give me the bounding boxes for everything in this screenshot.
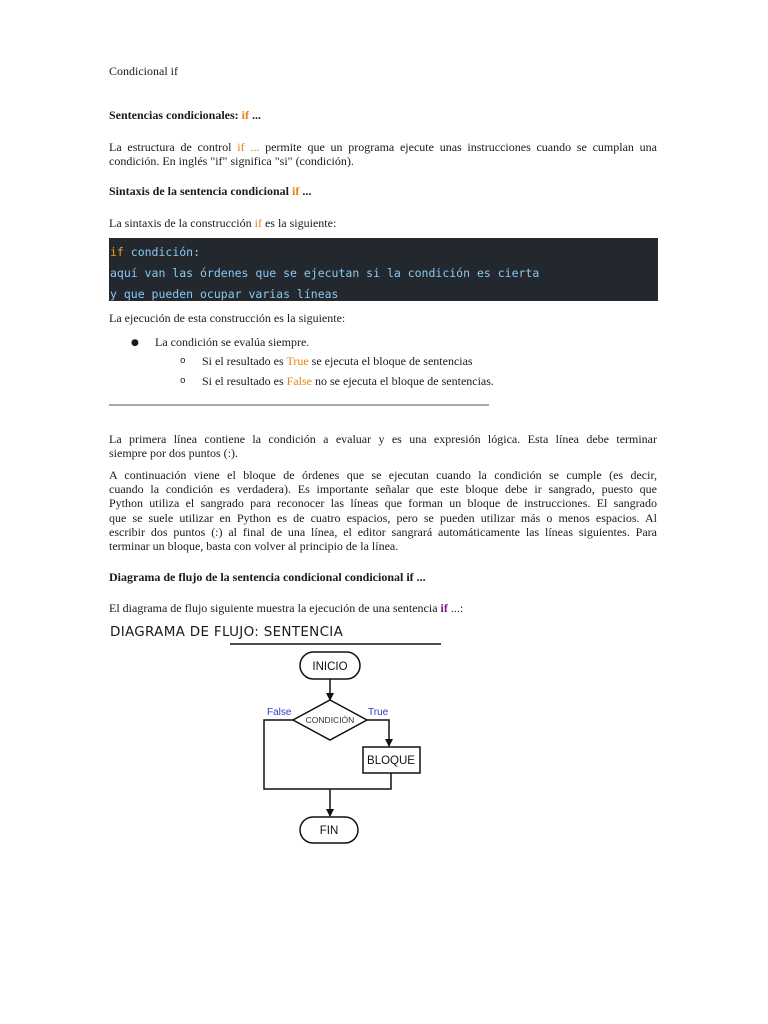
syntax-intro-post: es la siguiente: (261, 216, 337, 230)
intro-text-rest: permite que un programa ejecute unas instrucciones cuando se cumplan una (259, 140, 657, 154)
code-line-3: y que pueden ocupar varias líneas (110, 287, 339, 301)
true-branch-label: True (368, 707, 389, 718)
code-block (109, 238, 658, 301)
flow-intro-kw: if (440, 601, 448, 615)
end-label: FIN (319, 825, 339, 837)
heading-sintaxis (109, 184, 311, 198)
flow-intro-post: ...: (447, 601, 464, 615)
code-line-2: aquí van las órdenes que se ejecutan si la condición es cierta (110, 266, 540, 280)
heading-sentencias (109, 108, 261, 122)
flow-intro-text: El diagrama de flujo siguiente muestra la ejecución de una sentencia (109, 601, 441, 615)
horizontal-rule (109, 404, 489, 406)
para2-line-5: escribir dos puntos (:) al final de una línea, el editor sangrará automáticamente las líneas siguientes. Para (109, 525, 657, 539)
code-condition: condición: (123, 245, 201, 259)
code-line-1 (110, 245, 200, 259)
start-label: INICIO (312, 661, 348, 673)
heading-sentencias-text: Sentencias condicionales: (109, 108, 242, 122)
para2-line-6: terminar un bloque, basta con volver al principio de la línea. (109, 539, 399, 553)
syntax-intro-kw: if (254, 216, 262, 230)
sub-bullet-marker-2: o (180, 376, 186, 386)
intro-text: La estructura de control (109, 140, 238, 154)
para2-line-3: Python utiliza el sangrado para reconocer las líneas que forman un bloque de instrucciones. El sangrado (109, 496, 657, 510)
bullet-marker: ● (131, 338, 139, 348)
flow-intro (109, 601, 463, 615)
sub-item-false-kw: False (286, 374, 312, 388)
heading-sentencias-post: ... (249, 108, 262, 122)
para2-line-2: cuando la condición es verdadera). Es importante señalar que este bloque debe ir sangrado, puesto que (109, 482, 657, 496)
connector-block-to-merge (330, 773, 391, 789)
block-label: BLOQUE (367, 755, 415, 767)
false-branch-label: False (267, 707, 292, 718)
syntax-intro-text: La sintaxis de la construcción (109, 216, 255, 230)
para2-line-4: que se suele utilizar en Python es de cuatro espacios, pero se pueden utilizar más o menos espacios. Al (109, 511, 657, 525)
sub-bullet-marker-1: o (180, 356, 186, 366)
sub-item-false-post: no se ejecuta el bloque de sentencias. (312, 374, 494, 388)
exec-intro: La ejecución de esta construcción es la siguiente: (109, 311, 346, 325)
heading-sentencias-kw: if (241, 108, 250, 122)
intro-line-2: condición. En inglés "if" significa "si" (condición). (109, 154, 354, 168)
diagram-title: DIAGRAMA DE FLUJO: SENTENCIA (110, 624, 344, 640)
bullet-item-1: La condición se evalúa siempre. (155, 335, 310, 349)
sub-item-true-post: se ejecuta el bloque de sentencias (308, 354, 473, 368)
sub-item-true-text: Si el resultado es (202, 354, 287, 368)
code-keyword: if (110, 245, 124, 259)
para1-line-2: siempre por dos puntos (:). (109, 446, 238, 460)
sub-item-true-kw: True (286, 354, 309, 368)
syntax-intro (109, 216, 336, 230)
sub-item-true (202, 354, 473, 368)
heading-sintaxis-kw: if (292, 184, 300, 198)
heading-sintaxis-post: ... (299, 184, 312, 198)
para2-line-1: A continuación viene el bloque de órdenes que se ejecutan cuando la condición se cumple (es decir, (109, 468, 657, 482)
arrow-true-to-block (367, 720, 389, 746)
condition-label: CONDICIÓN (305, 715, 355, 725)
intro-kw: if ... (237, 140, 260, 154)
doc-title: Condicional if (109, 64, 178, 78)
flowchart (230, 643, 445, 848)
sub-item-false (202, 374, 494, 388)
heading-diagrama: Diagrama de flujo de la sentencia condicional condicional if ... (109, 570, 426, 584)
sub-item-false-text: Si el resultado es (202, 374, 287, 388)
para1-line-1: La primera línea contiene la condición a evaluar y es una expresión lógica. Esta línea debe terminar (109, 432, 657, 446)
intro-line-1 (109, 140, 657, 154)
heading-sintaxis-text: Sintaxis de la sentencia condicional (109, 184, 293, 198)
